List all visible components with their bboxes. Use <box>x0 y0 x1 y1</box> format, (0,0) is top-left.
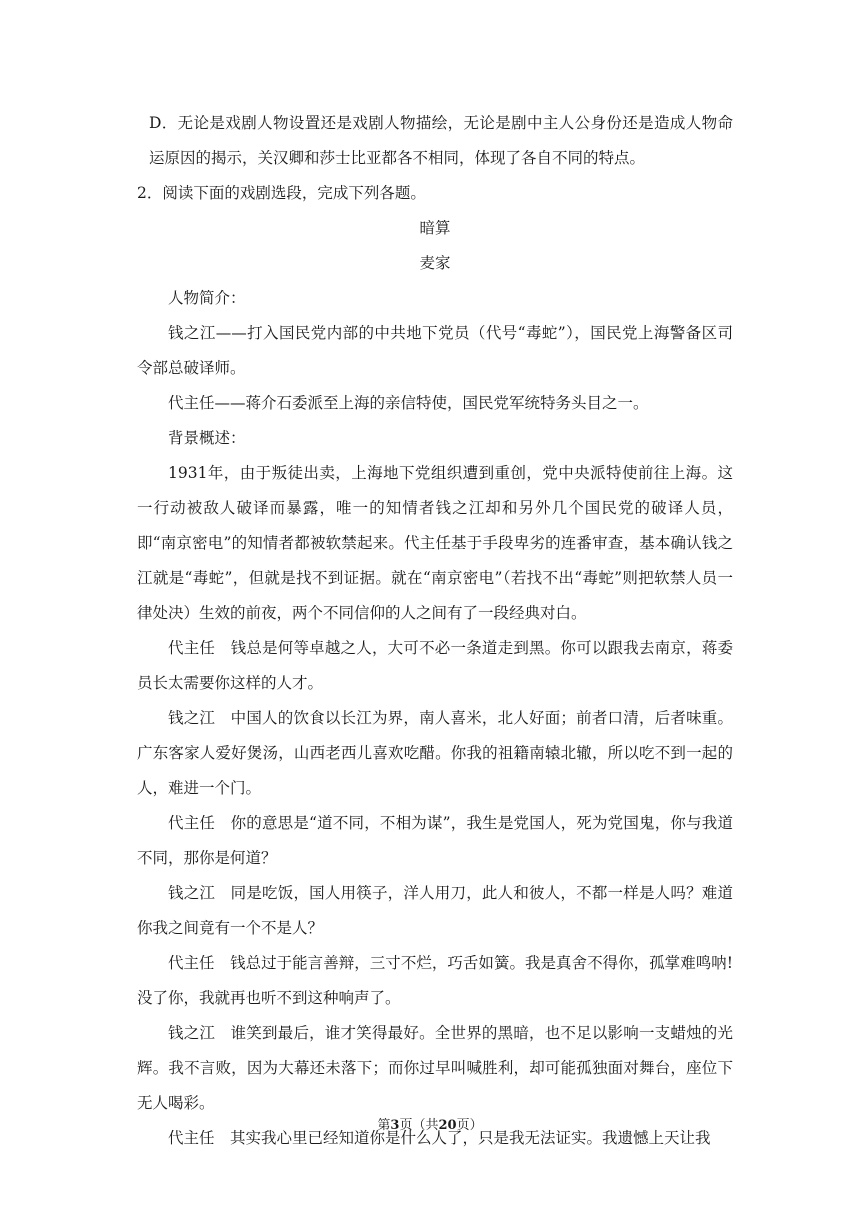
background-text: 1931年，由于叛徒出卖，上海地下党组织遭到重创，党中央派特使前往上海。这一行动被敌人破译而暴露，唯一的知情者钱之江却和另外几个国民党的破译人员，即“南京密电”的知情者都被软禁起来。代主任基于手段卑劣的连番审查，基本确认钱之江就是“毒蛇”，但就是找不到证据。就在“南京密电”（若找不出“毒蛇”则把软禁人员一律处决）生效的前夜，两个不同信仰的人之间有了一段经典对白。 <box>137 464 733 622</box>
intro-label: 人物简介： <box>168 289 246 307</box>
document-body <box>137 106 733 1156</box>
background-label: 背景概述： <box>168 429 246 447</box>
dialogue-line <box>137 806 733 876</box>
character-dai: 代主任——蒋介石委派至上海的亲信特使，国民党军统特务头目之一。 <box>168 394 649 412</box>
footer-mid: 页（共 <box>399 1118 439 1133</box>
character-qian: 钱之江——打入国民党内部的中共地下党员（代号“毒蛇”），国民党上海警备区司令部总破译师。 <box>137 324 733 377</box>
dialogue-text: 同是吃饭，国人用筷子，洋人用刀，此人和彼人，不都一样是人吗？难道你我之间竟有一个不是人？ <box>137 884 733 937</box>
play-author: 麦家 <box>419 254 451 272</box>
speaker-name: 代主任 <box>168 814 216 832</box>
option-d: D．无论是戏剧人物设置还是戏剧人物描绘，无论是剧中主人公身份还是造成人物命运原因的揭示，关汉卿和莎士比亚都各不相同，体现了各自不同的特点。 <box>149 114 733 167</box>
dialogue-text: 中国人的饮食以长江为界，南人喜米，北人好面；前者口清，后者味重。广东客家人爱好煲汤，山西老西儿喜欢吃醋。你我的祖籍南辕北辙，所以吃不到一起的人，难进一个门。 <box>137 709 733 797</box>
dialogue-text: 谁笑到最后，谁才笑得最好。全世界的黑暗，也不足以影响一支蜡烛的光辉。我不言败，因为大幕还未落下；而你过早叫喊胜利，却可能孤独面对舞台，座位下无人喝彩。 <box>137 1024 733 1112</box>
speaker-name: 钱之江 <box>168 884 216 902</box>
dialogue-text: 钱总是何等卓越之人，大可不必一条道走到黑。你可以跟我去南京，蒋委员长太需要你这样的人才。 <box>137 639 733 692</box>
dialogue-text: 你的意思是“道不同，不相为谋”，我生是党国人，死为党国鬼，你与我道不同，那你是何道？ <box>137 814 733 867</box>
footer-suffix: 页） <box>456 1118 483 1133</box>
speaker-name: 代主任 <box>168 639 216 657</box>
speaker-name: 代主任 <box>168 954 215 972</box>
footer-total-pages: 20 <box>438 1118 457 1133</box>
dialogue-text: 钱总过于能言善辩，三寸不烂，巧舌如簧。我是真舍不得你，孤掌难鸣呐!没了你，我就再也听不到这种响声了。 <box>137 954 733 1007</box>
speaker-name: 钱之江 <box>168 1024 216 1042</box>
dialogue-line <box>137 631 733 701</box>
dialogue-line <box>137 876 733 946</box>
footer-prefix: 第 <box>377 1118 391 1133</box>
speaker-name: 钱之江 <box>168 709 216 727</box>
dialogue-text: 其实我心里已经知道你是什么人了，只是我无法证实。我遗憾上天让我 <box>230 1129 711 1147</box>
dialogue-line <box>137 701 733 806</box>
speaker-name: 代主任 <box>168 1129 215 1147</box>
question-heading: 2．阅读下面的戏剧选段，完成下列各题。 <box>137 184 426 202</box>
page-footer <box>0 1114 860 1133</box>
footer-page-number: 3 <box>390 1118 400 1133</box>
play-title: 暗算 <box>419 219 451 237</box>
dialogue-line <box>137 1016 733 1121</box>
dialogue-line <box>137 946 733 1016</box>
